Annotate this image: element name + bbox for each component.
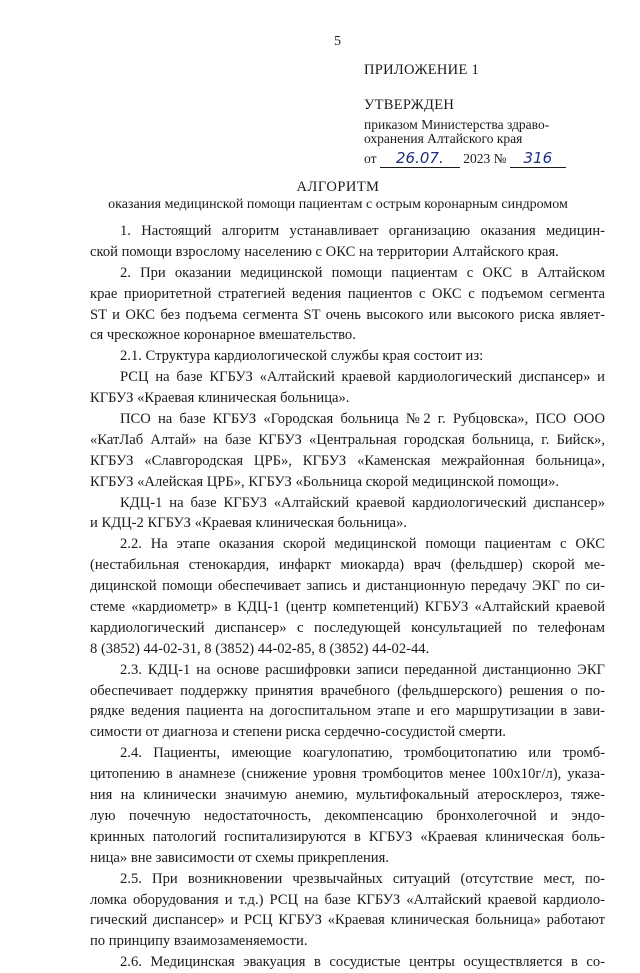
appendix-label: ПРИЛОЖЕНИЕ 1: [364, 62, 480, 78]
body-line: стеме «кардиометр» в КДЦ-1 (центр компетенций) КГБУЗ «Алтайский краевой: [90, 599, 605, 616]
body-line: гический диспансер» и РСЦ КГБУЗ «Краевая клиническая больница» работают: [90, 912, 605, 929]
body-line: симости от диагноза и степени риска сердечно-сосудистой смерти.: [90, 724, 506, 741]
body-line: кринных патологий госпитализируются в КГБУЗ «Краевая клиническая боль-: [90, 828, 605, 845]
document-title: АЛГОРИТМ: [296, 179, 380, 195]
body-line: КДЦ-1 на базе КГБУЗ «Алтайский краевой кардиологический диспансер»: [120, 494, 605, 511]
body-line: кардиологический диспансер» с последующей консультацией по телефонам: [90, 619, 605, 636]
body-line: ся чрескожное коронарное вмешательство.: [90, 327, 356, 344]
body-line: рядке ведения пациента на догоспитальном этапе и его маршрутизации в зави-: [90, 703, 605, 720]
handwritten-number: 316: [523, 149, 553, 167]
order-line: охранения Алтайского края: [364, 131, 523, 146]
body-line: ломка оборудования и т.д.) РСЦ на базе КГБУЗ «Алтайский краевой кардиоло-: [90, 891, 605, 908]
body-line: ния на клинически значимую анемию, мультифокальный атеросклероз, тяже-: [90, 787, 605, 804]
body-line: «КатЛаб Алтай» на базе КГБУЗ «Центральная городская больница, г. Бийск»,: [90, 431, 605, 448]
order-text: [364, 118, 624, 146]
body-line: ской помощи взрослому населению с ОКС на территории Алтайского края.: [90, 243, 559, 260]
body-line: 2.4. Пациенты, имеющие коагулопатию, тромбоцитопатию или тромб-: [120, 745, 605, 762]
handwritten-date: 26.07.: [396, 149, 444, 167]
body-line: ST и ОКС без подъема сегмента ST очень высокого или высокого риска являет-: [90, 306, 605, 323]
body-line: КГБУЗ «Краевая клиническая больница».: [90, 390, 350, 407]
body-line: дицинской помощи обеспечивает запись и дистанционную передачу ЭКГ по си-: [90, 578, 605, 595]
approved-label: УТВЕРЖДЕН: [364, 97, 455, 113]
body-line: 2.3. КДЦ-1 на основе расшифровки записи переданной дистанционно ЭКГ: [120, 661, 605, 678]
body-line: обеспечивает поддержку принятия врачебного (фельдшерского) решения о по-: [90, 682, 605, 699]
document-body: [90, 221, 605, 973]
body-line: 2.5. При возникновении чрезвычайных ситуаций (отсутствие мест, по-: [120, 870, 605, 887]
body-line: ПСО на базе КГБУЗ «Городская больница №2 г. Рубцовска», ПСО ООО: [120, 411, 605, 428]
body-line: РСЦ на базе КГБУЗ «Алтайский краевой кардиологический диспансер» и: [120, 369, 605, 386]
number-field: [510, 149, 566, 168]
body-line: по принципу взаимозаменяемости.: [90, 933, 308, 950]
year-text: 2023 №: [463, 151, 507, 166]
approval-header: [364, 62, 624, 168]
body-line: 8 (3852) 44-02-31, 8 (3852) 44-02-85, 8 (3852) 44-02-44.: [90, 640, 430, 657]
body-line: 2.2. На этапе оказания скорой медицинской помощи пациентам с ОКС: [120, 536, 605, 553]
body-line: 2. При оказании медицинской помощи пациентам с ОКС в Алтайском: [120, 264, 605, 281]
body-line: ница» вне зависимости от схемы прикрепления.: [90, 849, 389, 866]
document-subtitle: оказания медицинской помощи пациентам с острым коронарным синдромом: [108, 197, 568, 212]
date-field: [380, 149, 460, 168]
body-line: 2.1. Структура кардиологической службы края состоит из:: [120, 348, 484, 365]
body-line: КГБУЗ «Славгородская ЦРБ», КГБУЗ «Каменская межрайонная больница»,: [90, 452, 605, 469]
page-number: 5: [334, 34, 341, 49]
body-line: (нестабильная стенокардия, инфаркт миокарда) врач (фельдшер) скорой ме-: [90, 557, 605, 574]
order-date-line: [364, 149, 624, 168]
body-line: цитопению в анамнезе (снижение уровня тромбоцитов менее 100х10г/л), указа-: [90, 766, 605, 783]
body-line: крае приоритетной стратегией ведения пациентов с ОКС с подъемом сегмента: [90, 285, 605, 302]
body-line: 1. Настоящий алгоритм устанавливает организацию оказания медицин-: [120, 223, 605, 239]
body-line: и КДЦ-2 КГБУЗ «Краевая клиническая больница».: [90, 515, 407, 532]
body-line: лую почечную недостаточность, декомпенсацию бронхолегочной и эндо-: [90, 807, 605, 824]
body-line: 2.6. Медицинская эвакуация в сосудистые центры осуществляется в со-: [120, 954, 605, 971]
body-line: КГБУЗ «Алейская ЦРБ», КГБУЗ «Больница скорой медицинской помощи».: [90, 473, 560, 490]
document-title-block: [60, 179, 616, 213]
date-prefix: от: [364, 151, 377, 166]
order-line: приказом Министерства здраво-: [364, 117, 550, 132]
